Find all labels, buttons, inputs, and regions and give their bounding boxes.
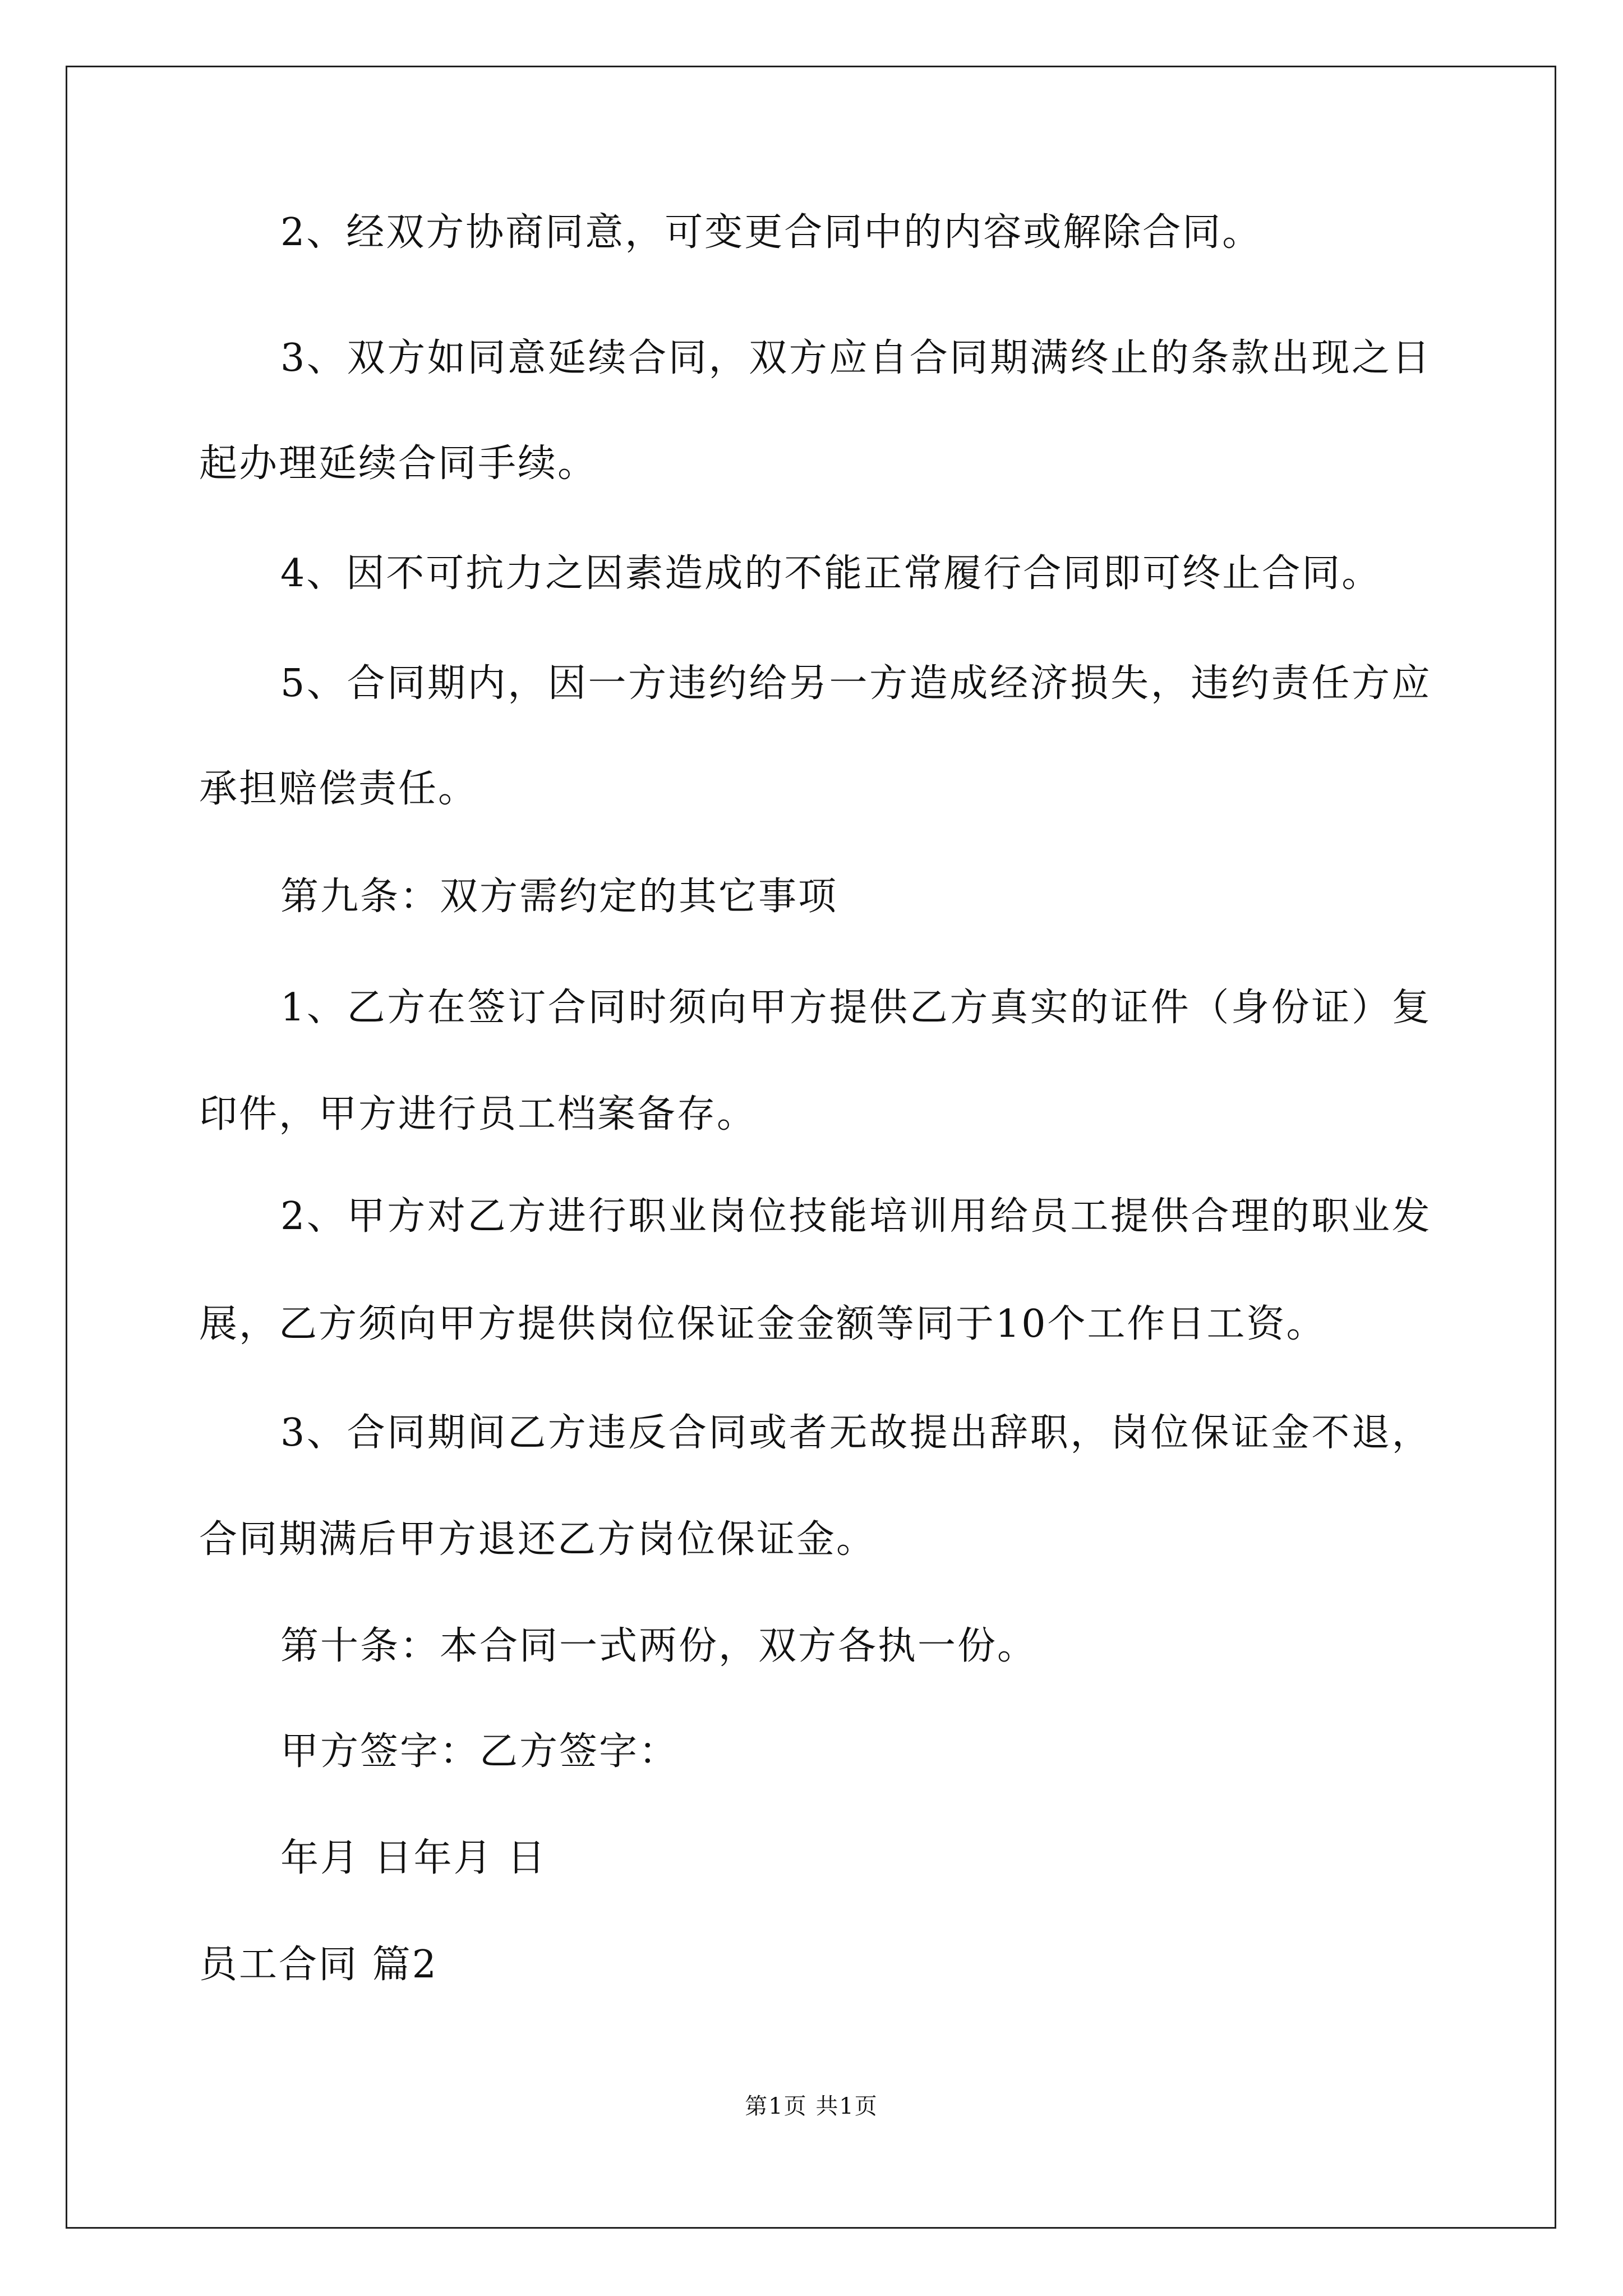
page-border bbox=[66, 66, 1556, 2229]
paragraph-line: 3 、 合 同 期 间 乙 方 违 反 合 同 或 者 无 故 提 出 辞 职 ， 岗 位 保 证 金 不 退 ， bbox=[280, 1411, 1430, 1455]
paragraph-line: 起办理延续合同手续。 bbox=[199, 441, 598, 486]
paragraph-line: 印件，甲方进行员工档案备存。 bbox=[199, 1092, 757, 1137]
section-heading: 第十条：本合同一式两份，双方各执一份。 bbox=[280, 1624, 1038, 1668]
paragraph-line: 4、因不可抗力之因素造成的不能正常履行合同即可终止合同。 bbox=[280, 551, 1382, 596]
signature-line: 甲方签字：乙方签字： bbox=[280, 1729, 679, 1774]
paragraph-line: 合同期满后甲方退还乙方岗位保证金。 bbox=[199, 1517, 877, 1562]
paragraph-line: 2、经双方协商同意，可变更合同中的内容或解除合同。 bbox=[280, 210, 1262, 255]
paragraph-line: 承担赔偿责任。 bbox=[199, 767, 478, 811]
paragraph-line: 1 、 乙 方 在 签 订 合 同 时 须 向 甲 方 提 供 乙 方 真 实 的 证 件 （ 身 份 证 ） 复 bbox=[280, 986, 1430, 1030]
section-heading: 第九条：双方需约定的其它事项 bbox=[280, 875, 838, 919]
paragraph-line: 2 、 甲 方 对 乙 方 进 行 职 业 岗 位 技 能 培 训 用 给 员 工 提 供 合 理 的 职 业 发 bbox=[280, 1194, 1430, 1239]
date-line: 年月 日年月 日 bbox=[280, 1836, 547, 1880]
paragraph-line: 3 、 双 方 如 同 意 延 续 合 同 ， 双 方 应 自 合 同 期 满 终 止 的 条 款 出 现 之 日 bbox=[280, 336, 1430, 380]
paragraph-line: 5 、 合 同 期 内 ， 因 一 方 违 约 给 另 一 方 造 成 经 济 损 失 ， 违 约 责 任 方 应 bbox=[280, 661, 1430, 706]
subsection-title: 员工合同 篇2 bbox=[199, 1943, 438, 1987]
paragraph-line: 展，乙方须向甲方提供岗位保证金金额等同于10个工作日工资。 bbox=[199, 1302, 1326, 1346]
page-number-footer: 第1页 共1页 bbox=[745, 2093, 878, 2119]
